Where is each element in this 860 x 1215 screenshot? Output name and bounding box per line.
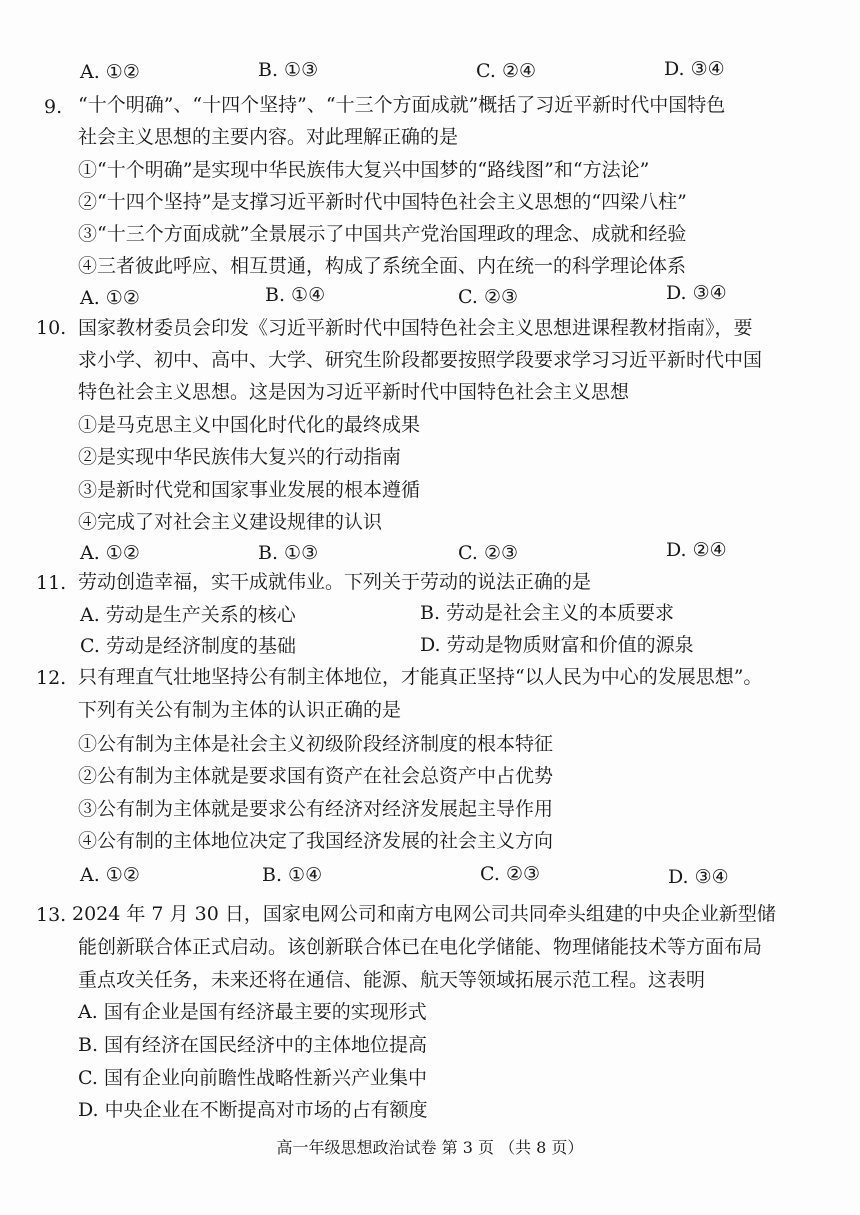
question-stem: 国家教材委员会印发《习近平新时代中国特色社会主义思想进课程教材指南》，要	[78, 317, 753, 339]
question-stem: 下列有关公有制为主体的认识正确的是	[78, 699, 402, 721]
option-c: C. ②③	[458, 286, 519, 308]
option-a: A. ①②	[80, 61, 140, 83]
option-a: A. 劳动是生产关系的核心	[80, 604, 296, 626]
option-c: C. ②④	[476, 60, 537, 82]
statement-3: ③公有制为主体就是要求公有经济对经济发展起主导作用	[78, 798, 554, 820]
option-d: D. ③④	[668, 866, 729, 888]
question-stem: “十个明确”、“十四个坚持”、“十三个方面成就”概括了习近平新时代中国特色	[78, 94, 726, 116]
question-stem: 重点攻关任务，未来还将在通信、能源、航天等领域拓展示范工程。这表明	[78, 969, 706, 991]
question-stem: 2024 年 7 月 30 日，国家电网公司和南方电网公司共同牵头组建的中央企业新型储	[72, 903, 776, 925]
question-stem: 特色社会主义思想。这是因为习近平新时代中国特色社会主义思想	[78, 381, 630, 403]
question-stem: 能创新联合体正式启动。该创新联合体已在电化学储能、物理储能技术等方面布局	[78, 936, 763, 958]
option-c: C. 劳动是经济制度的基础	[80, 635, 296, 657]
statement-2: ②是实现中华民族伟大复兴的行动指南	[78, 446, 402, 468]
option-b: B. ①④	[265, 284, 326, 306]
option-d: D. 中央企业在不断提高对市场的占有额度	[78, 1099, 428, 1121]
option-a: A. 国有企业是国有经济最主要的实现形式	[78, 1001, 427, 1023]
option-a: A. ①②	[80, 864, 140, 886]
option-c: C. ②③	[480, 863, 541, 885]
page-footer: 高一年级思想政治试卷 第 3 页 （共 8 页）	[276, 1138, 584, 1157]
statement-4: ④三者彼此呼应、相互贯通，构成了系统全面、内在统一的科学理论体系	[78, 255, 687, 277]
statement-1: ①“十个明确”是实现中华民族伟大复兴中国梦的“路线图”和“方法论”	[78, 159, 650, 181]
question-stem: 劳动创造幸福，实干成就伟业。下列关于劳动的说法正确的是	[78, 571, 592, 593]
option-a: A. ①②	[80, 287, 140, 309]
option-c: C. 国有企业向前瞻性战略性新兴产业集中	[78, 1067, 427, 1089]
option-a: A. ①②	[80, 542, 140, 564]
option-b: B. ①④	[262, 864, 323, 886]
statement-4: ④完成了对社会主义建设规律的认识	[78, 511, 383, 533]
question-stem: 社会主义思想的主要内容。对此理解正确的是	[78, 126, 459, 148]
question-number: 13.	[36, 904, 67, 926]
statement-1: ①是马克思主义中国化时代化的最终成果	[78, 414, 421, 436]
option-d: D. 劳动是物质财富和价值的源泉	[420, 634, 694, 656]
statement-3: ③“十三个方面成就”全景展示了中国共产党治国理政的理念、成就和经验	[78, 223, 687, 245]
statement-1: ①公有制为主体是社会主义初级阶段经济制度的根本特征	[78, 733, 554, 755]
question-number: 11.	[36, 572, 67, 594]
question-number: 9.	[44, 96, 63, 118]
option-c: C. ②③	[458, 542, 519, 564]
statement-3: ③是新时代党和国家事业发展的根本遵循	[78, 479, 421, 501]
option-d: D. ②④	[666, 539, 727, 561]
option-b: B. 国有经济在国民经济中的主体地位提高	[78, 1034, 428, 1056]
statement-2: ②公有制为主体就是要求国有资产在社会总资产中占优势	[78, 765, 554, 787]
question-stem: 求小学、初中、高中、大学、研究生阶段都要按照学段要求学习习近平新时代中国	[78, 349, 763, 371]
question-number: 10.	[36, 317, 67, 339]
question-number: 12.	[36, 667, 67, 689]
option-d: D. ③④	[666, 282, 727, 304]
question-stem: 只有理直气壮地坚持公有制主体地位，才能真正坚持“以人民为中心的发展思想”。	[78, 666, 763, 688]
option-d: D. ③④	[664, 58, 725, 80]
statement-2: ②“十四个坚持”是支撑习近平新时代中国特色社会主义思想的“四梁八柱”	[78, 191, 687, 213]
option-b: B. 劳动是社会主义的本质要求	[420, 602, 675, 624]
option-b: B. ①③	[258, 542, 319, 564]
statement-4: ④公有制的主体地位决定了我国经济发展的社会主义方向	[78, 830, 554, 852]
option-b: B. ①③	[258, 59, 319, 81]
